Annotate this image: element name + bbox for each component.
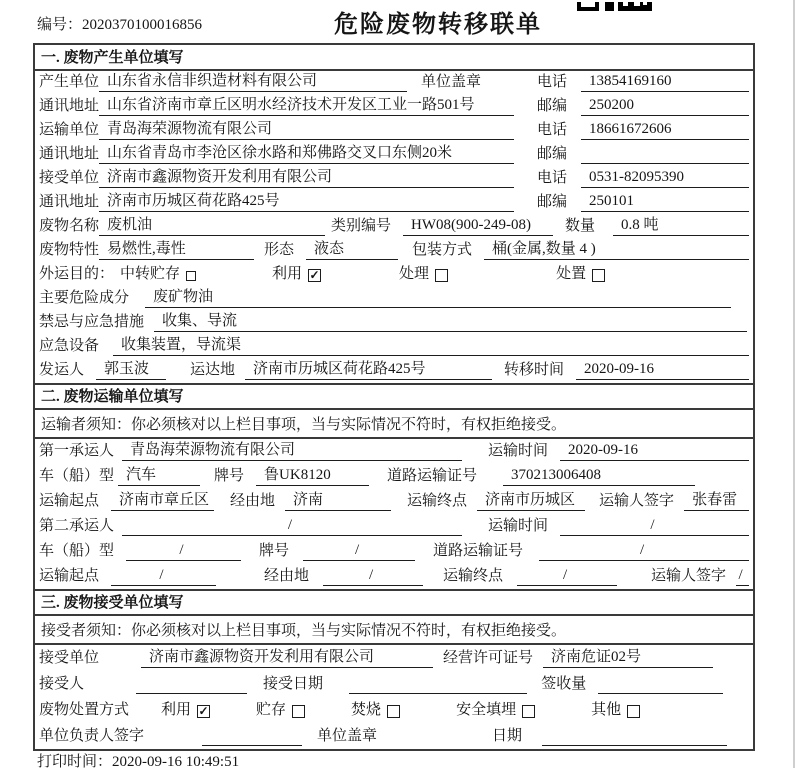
disposal-option-storage: 贮存 bbox=[256, 702, 287, 718]
produce-unit-value: 山东省永信非织造材料有限公司 bbox=[99, 71, 407, 92]
carrier2-value: / bbox=[122, 515, 462, 536]
row-vehicle1 bbox=[35, 464, 753, 489]
page-right-edge bbox=[793, 0, 795, 768]
disposal-label: 废物处置方式 bbox=[39, 702, 130, 718]
tel2-value: 18661672606 bbox=[581, 119, 749, 140]
qty-label: 数量 bbox=[565, 218, 596, 234]
row-addr3 bbox=[35, 191, 753, 215]
receive-unit-value: 济南市鑫源物资开发利用有限公司 bbox=[99, 167, 514, 188]
unit-stamp-label: 单位盖章 bbox=[421, 74, 482, 90]
tel2-group bbox=[537, 119, 749, 140]
purpose-label: 外运目的： bbox=[39, 266, 115, 282]
tel1-group bbox=[537, 71, 749, 92]
time1-value: 2020-09-16 bbox=[560, 440, 749, 461]
time2-label: 运输时间 bbox=[488, 518, 549, 534]
print-time-value: 2020-09-16 10:49:51 bbox=[112, 754, 240, 768]
disposal-storage-checkbox bbox=[292, 705, 305, 718]
disposal-utilize-checkbox: ✓ bbox=[198, 704, 209, 718]
addr3-value: 济南市历城区荷花路425号 bbox=[99, 191, 514, 212]
transporter-notice-text: 运输者须知：你必须核对以上栏目事项，当与实际情况不符时，有权拒绝接受。 bbox=[41, 417, 567, 433]
disposal-option-incinerate: 焚烧 bbox=[351, 702, 382, 718]
section-receiver bbox=[35, 589, 753, 749]
disposal-option-utilize: 利用 bbox=[161, 702, 192, 718]
carrier1-label: 第一承运人 bbox=[39, 443, 115, 459]
disposal-option-other: 其他 bbox=[591, 702, 622, 718]
section2-title: 二. 废物运输单位填写 bbox=[35, 385, 753, 410]
vehicle2-value: / bbox=[126, 540, 241, 561]
zip1-label: 邮编 bbox=[537, 98, 568, 114]
receive-date-label: 接受日期 bbox=[262, 676, 323, 692]
vehicle1-value: 汽车 bbox=[118, 465, 200, 486]
receiver-value bbox=[136, 693, 247, 694]
form-value: 液态 bbox=[306, 239, 398, 260]
road-no1-value: 370213006408 bbox=[503, 465, 695, 486]
receiver-notice-text: 接受者须知：你必须核对以上栏目事项，当与实际情况不符时，有权拒绝接受。 bbox=[41, 623, 567, 639]
sign1-value: 张春雷 bbox=[684, 490, 749, 511]
purpose-option-treat: 处理 bbox=[399, 266, 430, 282]
qty-value: 0.8 吨 bbox=[613, 215, 749, 236]
tel2-label: 电话 bbox=[537, 122, 568, 138]
disposal-landfill-checkbox bbox=[522, 705, 535, 718]
zip2-label: 邮编 bbox=[537, 146, 568, 162]
row-receive-unit3 bbox=[35, 645, 753, 671]
produce-unit-label: 产生单位 bbox=[39, 74, 100, 90]
via1-value: 济南 bbox=[285, 490, 391, 511]
row-transport-unit bbox=[35, 119, 753, 143]
vehicle1-label: 车（船）型 bbox=[39, 468, 115, 484]
dest-label: 运达地 bbox=[190, 362, 236, 378]
receiver-notice bbox=[35, 616, 753, 645]
license-value: 济南危证02号 bbox=[543, 647, 713, 668]
row-vehicle2 bbox=[35, 539, 753, 564]
manifest-form-table bbox=[33, 43, 755, 751]
section-transporter bbox=[35, 383, 753, 589]
packing-label: 包装方式 bbox=[412, 242, 473, 258]
disposal-option-landfill: 安全填埋 bbox=[456, 702, 517, 718]
via1-label: 经由地 bbox=[230, 493, 276, 509]
origin1-value: 济南市章丘区 bbox=[111, 490, 214, 511]
receipt-qty-label: 签收量 bbox=[541, 676, 587, 692]
category-label: 类别编号 bbox=[331, 218, 392, 234]
transport-unit-value: 青岛海荣源物流有限公司 bbox=[99, 119, 514, 140]
addr3-label: 通讯地址 bbox=[39, 194, 100, 210]
row-receive-unit bbox=[35, 167, 753, 191]
zip3-group bbox=[537, 191, 749, 212]
addr1-label: 通讯地址 bbox=[39, 98, 100, 114]
row-waste-name bbox=[35, 215, 753, 239]
equip-label: 应急设备 bbox=[39, 338, 100, 354]
tel1-value: 13854169160 bbox=[581, 71, 749, 92]
road-no1-label: 道路运输证号 bbox=[387, 468, 478, 484]
waste-name-value: 废机油 bbox=[99, 215, 325, 236]
row-addr1 bbox=[35, 95, 753, 119]
via2-label: 经由地 bbox=[264, 568, 310, 584]
zip1-value: 250200 bbox=[581, 95, 749, 116]
zip2-value bbox=[581, 163, 749, 164]
end2-value: / bbox=[517, 565, 617, 586]
section-generator bbox=[35, 45, 753, 383]
tel1-label: 电话 bbox=[537, 74, 568, 90]
sign2-label: 运输人签字 bbox=[651, 568, 727, 584]
receiver-label: 接受人 bbox=[39, 676, 85, 692]
row-hazard bbox=[35, 287, 753, 311]
dispose-checkbox bbox=[592, 269, 605, 282]
shipper-value: 郭玉波 bbox=[96, 359, 166, 380]
plate1-value: 鲁UK8120 bbox=[256, 465, 369, 486]
carrier2-label: 第二承运人 bbox=[39, 518, 115, 534]
row-taboo bbox=[35, 311, 753, 335]
transfer-storage-checkbox bbox=[186, 271, 196, 281]
document-number-label: 编号： bbox=[37, 17, 83, 33]
date-value bbox=[542, 745, 727, 746]
plate1-label: 牌号 bbox=[214, 468, 245, 484]
equip-value: 收集装置，导流渠 bbox=[113, 335, 749, 356]
zip3-value: 250101 bbox=[581, 191, 749, 212]
disposal-other-checkbox bbox=[627, 705, 640, 718]
zip1-group bbox=[537, 95, 749, 116]
sign2-value: / bbox=[736, 565, 749, 586]
end1-value: 济南市历城区 bbox=[477, 490, 585, 511]
dest-value: 济南市历城区荷花路425号 bbox=[245, 359, 492, 380]
addr2-value: 山东省青岛市李沧区徐水路和郑佛路交叉口东侧20米 bbox=[99, 143, 514, 164]
packing-value: 桶(金属,数量 4 ) bbox=[484, 239, 749, 260]
print-time bbox=[37, 750, 239, 768]
plate2-value: / bbox=[303, 540, 415, 561]
section1-title: 一. 废物产生单位填写 bbox=[35, 45, 753, 71]
addr1-value: 山东省济南市章丘区明水经济技术开发区工业一路501号 bbox=[99, 95, 514, 116]
end1-label: 运输终点 bbox=[407, 493, 468, 509]
road-no2-label: 道路运输证号 bbox=[433, 543, 524, 559]
document-number-value: 2020370100016856 bbox=[82, 17, 203, 33]
origin1-label: 运输起点 bbox=[39, 493, 100, 509]
transport-unit-label: 运输单位 bbox=[39, 122, 100, 138]
vehicle2-label: 车（船）型 bbox=[39, 543, 115, 559]
head-sign-label: 单位负责人签字 bbox=[39, 728, 145, 744]
qr-code-fragment-icon bbox=[577, 0, 653, 17]
zip3-label: 邮编 bbox=[537, 194, 568, 210]
sign1-label: 运输人签字 bbox=[599, 493, 675, 509]
purpose-option-transfer-storage: 中转贮存 bbox=[120, 266, 181, 282]
receive-unit-label: 接受单位 bbox=[39, 170, 100, 186]
document-title: 危险废物转移联单 bbox=[334, 12, 542, 38]
hazard-value: 废矿物油 bbox=[145, 287, 731, 308]
stamp3-label: 单位盖章 bbox=[317, 728, 378, 744]
row-disposal bbox=[35, 697, 753, 723]
section3-title: 三. 废物接受单位填写 bbox=[35, 591, 753, 616]
purpose-option-dispose: 处置 bbox=[556, 266, 587, 282]
taboo-label: 禁忌与应急措施 bbox=[39, 314, 145, 330]
head-sign-value bbox=[202, 745, 302, 746]
origin2-value: / bbox=[111, 565, 216, 586]
transfer-time-value: 2020-09-16 bbox=[576, 359, 749, 380]
row-carrier1 bbox=[35, 439, 753, 464]
print-time-label: 打印时间： bbox=[37, 754, 113, 768]
license-label: 经营许可证号 bbox=[443, 650, 534, 666]
hazard-label: 主要危险成分 bbox=[39, 290, 130, 306]
category-value: HW08(900-249-08) bbox=[403, 215, 553, 236]
plate2-label: 牌号 bbox=[259, 543, 290, 559]
via2-value: / bbox=[323, 565, 423, 586]
row-head-sign bbox=[35, 723, 753, 749]
transfer-time-label: 转移时间 bbox=[504, 362, 565, 378]
transporter-notice bbox=[35, 410, 753, 439]
row-carrier2 bbox=[35, 514, 753, 539]
character-value: 易燃性,毒性 bbox=[99, 239, 254, 260]
row-addr2 bbox=[35, 143, 753, 167]
tel3-label: 电话 bbox=[537, 170, 568, 186]
receive-date-value bbox=[349, 693, 527, 694]
treat-checkbox bbox=[435, 269, 448, 282]
row-waste-character bbox=[35, 239, 753, 263]
tel3-group bbox=[537, 167, 749, 188]
origin2-label: 运输起点 bbox=[39, 568, 100, 584]
document-number bbox=[37, 13, 202, 34]
utilize-checkbox: ✓ bbox=[309, 268, 320, 282]
disposal-incinerate-checkbox bbox=[387, 705, 400, 718]
purpose-option-utilize: 利用 bbox=[272, 266, 303, 282]
row-equip bbox=[35, 335, 753, 359]
time2-value: / bbox=[560, 515, 749, 536]
row-purpose bbox=[35, 263, 753, 287]
row-shipper bbox=[35, 359, 753, 383]
carrier1-value: 青岛海荣源物流有限公司 bbox=[122, 440, 462, 461]
row-receiver bbox=[35, 671, 753, 697]
road-no2-value: / bbox=[539, 540, 749, 561]
form-label: 形态 bbox=[264, 242, 295, 258]
date-label: 日期 bbox=[492, 728, 523, 744]
character-label: 废物特性 bbox=[39, 242, 100, 258]
receive-unit3-label: 接受单位 bbox=[39, 650, 100, 666]
row-produce-unit bbox=[35, 71, 753, 95]
waste-name-label: 废物名称 bbox=[39, 218, 100, 234]
taboo-value: 收集、导流 bbox=[154, 311, 747, 332]
time1-label: 运输时间 bbox=[488, 443, 549, 459]
row-route1 bbox=[35, 489, 753, 514]
shipper-label: 发运人 bbox=[39, 362, 85, 378]
tel3-value: 0531-82095390 bbox=[581, 167, 749, 188]
row-route2 bbox=[35, 564, 753, 589]
addr2-label: 通讯地址 bbox=[39, 146, 100, 162]
receive-unit3-value: 济南市鑫源物资开发利用有限公司 bbox=[141, 647, 433, 668]
zip2-group bbox=[537, 144, 749, 164]
receipt-qty-value bbox=[598, 693, 723, 694]
end2-label: 运输终点 bbox=[443, 568, 504, 584]
